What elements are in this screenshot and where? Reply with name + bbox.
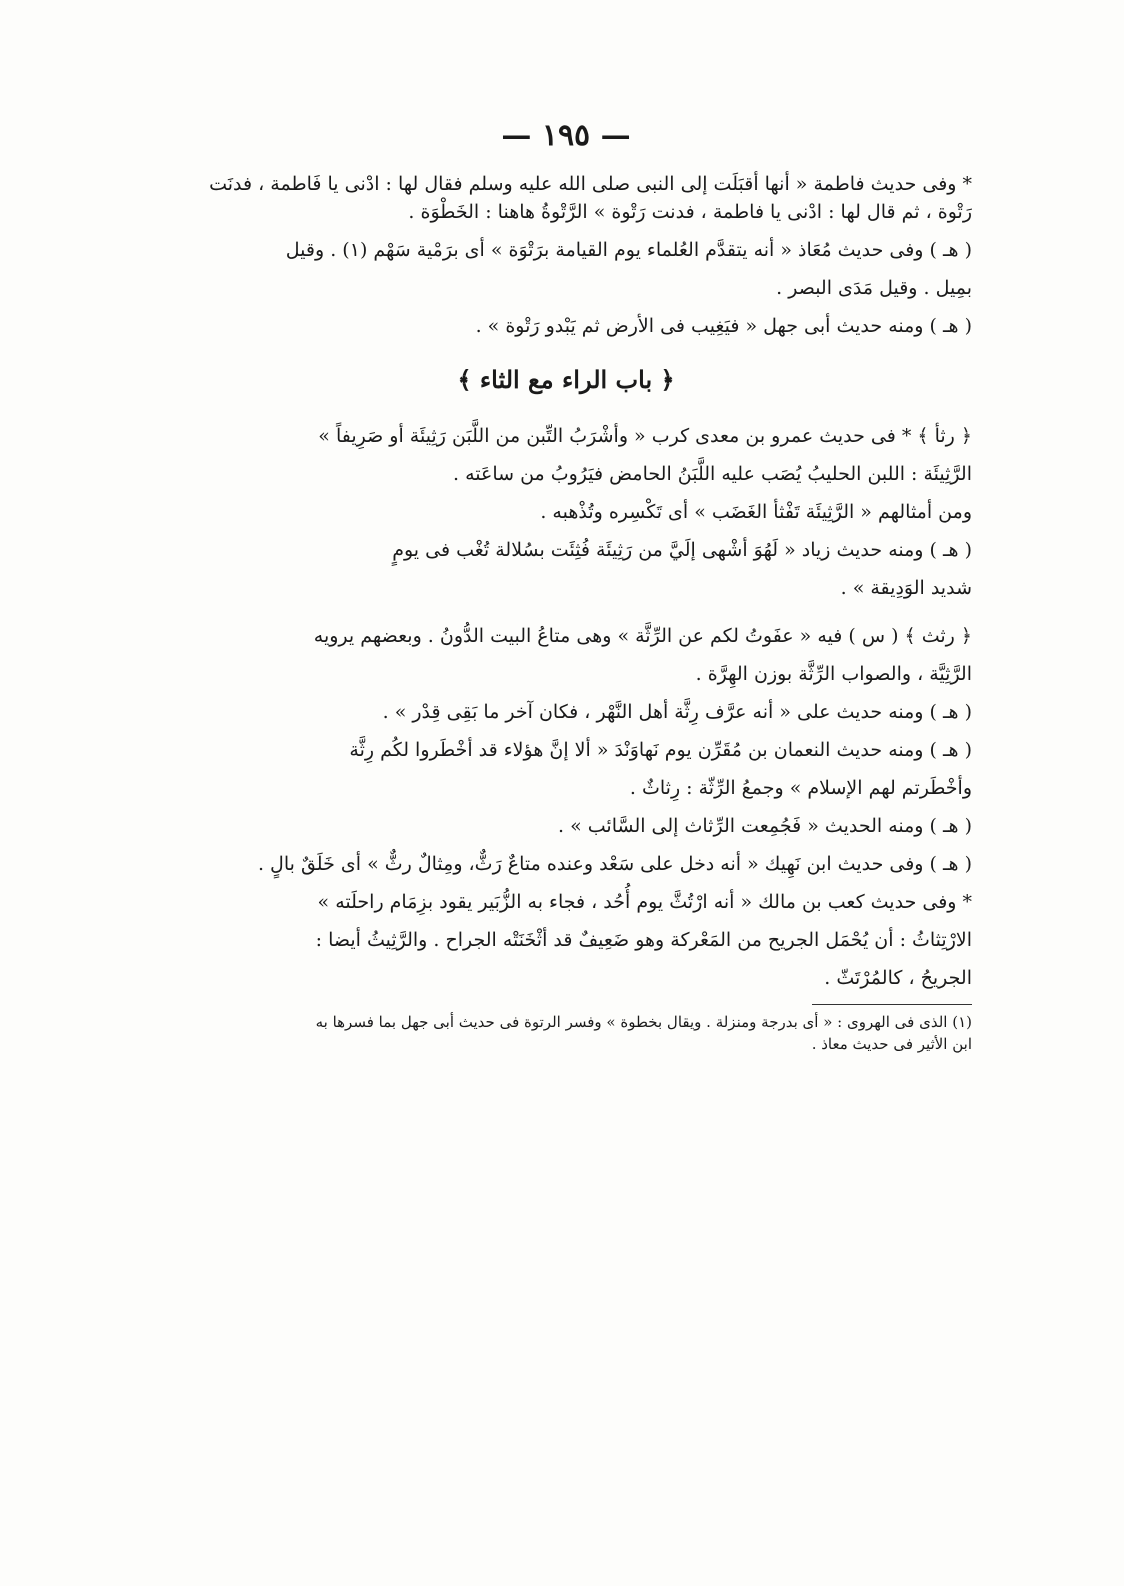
text-line: رَتْوة ، ثم قال لها : ادْنى يا فاطمة ، فدنت رَتْوة » الرَّتْوةُ هاهنا : الخَطْوَة . [408,201,972,223]
text-line: ( هـ ) وفى حديث مُعَاذ « أنه يتقدَّم العُلماء يوم القيامة برَتْوَة » أى برَمْية سَهْم (١) . وقيل [285,239,972,261]
text-line: ( هـ ) ومنه حديث على « أنه عرَّف رِثَّة أهل النَّهْر ، فكان آخر ما بَقِى قِدْر » . [382,701,972,723]
body-text [160,170,972,992]
page [160,112,972,1552]
footnote-line: ابن الأثير فى حديث معاذ . [811,1035,972,1053]
text-line: بمِيل . وقيل مَدَى البصر . [776,277,972,299]
text-line: الجريحُ ، كالمُرْتَثّ . [824,967,972,989]
text-line: الارْتِثاثُ : أن يُحْمَل الجريح من المَعْركة وهو ضَعِيفٌ قد أثْخَنَتْه الجراح . والرَّثِيثُ أيضا : [315,929,972,951]
footnote-divider [812,1004,972,1005]
footnote [160,1011,972,1055]
text-line: * وفى حديث كعب بن مالك « أنه ارْتُثَّ يوم أُحُد ، فجاء به الزُّبَير يقود بزِمَام راحلَته » [317,891,972,913]
text-line: ﴿ رثث ﴾ ( س ) فيه « عفَوتُ لكم عن الرِّثَّة » وهى متاعُ البيت الدُّونُ . وبعضهم يرويه [313,625,972,647]
text-line: ومن أمثالهم « الرَّثِيئَة تَفْثأ الغَضَب » أى تَكْسِره وتُذْهبه . [540,501,972,523]
page-number: — ١٩٥ — [501,118,631,153]
section-heading: ﴿ باب الراء مع الثاء ﴾ [457,365,675,394]
text-line: وأخْطَرتم لهم الإسلام » وجمعُ الرِّثّة : رِثاثٌ . [629,777,972,799]
footnote-line: (١) الذى فى الهروى : « أى بدرجة ومنزلة . ويقال بخطوة » وفسر الرتوة فى حديث أبى جهل بما فسرها به [315,1013,972,1031]
text-line: ( هـ ) وفى حديث ابن نَهِيك « أنه دخل على سَعْد وعنده متاعٌ رَثٌّ، ومِثالٌ رثٌّ » أى خَلَقٌ بالٍ . [257,853,972,875]
text-line: ( هـ ) ومنه حديث أبى جهل « فيَغِيب فى الأرض ثم يَبْدو رَتْوة » . [475,315,972,337]
text-line: ( هـ ) ومنه حديث زياد « لَهُوَ أشْهى إلَيَّ من رَثِيئَة فُثِئَت بسُلالة تُغْب فى يومٍ [392,539,972,561]
text-line: ( هـ ) ومنه الحديث « فَجُمِعت الرِّثاث إلى السَّائب » . [558,815,972,837]
text-line: شديد الوَدِيقة » . [840,577,972,599]
text-line: الرَّثِيئَة : اللبن الحليبُ يُصَب عليه اللَّبَنُ الحامض فيَرُوبُ من ساعَته . [452,463,972,485]
text-line: الرَّثِيَّة ، والصواب الرِّثَّة بوزن الهِرَّة . [695,663,972,685]
text-line: ﴿ رثأ ﴾ * فى حديث عمرو بن معدى كرب « وأشْرَبُ التِّبن من اللَّبَن رَثِيئَة أو صَرِيفاً » [318,425,972,447]
text-line: ( هـ ) ومنه حديث النعمان بن مُقَرِّن يوم نَهاوَنْدَ « ألا إنَّ هؤلاء قد أخْطَروا لكُم رِثَّة [349,739,972,761]
text-line: * وفى حديث فاطمة « أنها أقبَلَت إلى النبى صلى الله عليه وسلم فقال لها : ادْنى يا فَاطمة ، فدنَت [209,173,972,195]
